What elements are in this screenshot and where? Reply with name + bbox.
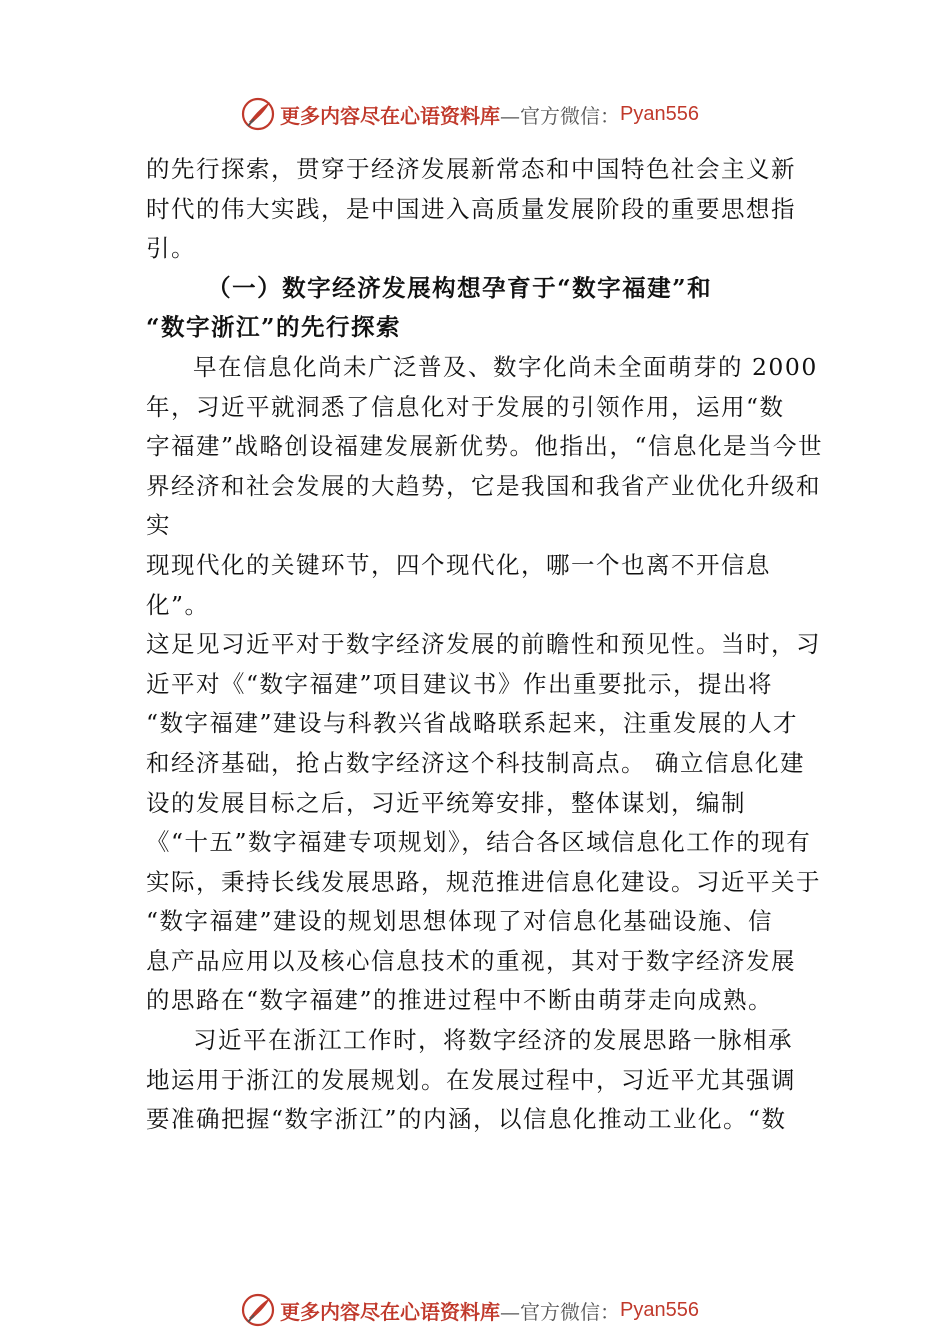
text-line: 界经济和社会发展的大趋势，它是我国和我省产业优化升级和实	[146, 471, 821, 540]
banner-wechat-id: Pyan556	[620, 102, 699, 125]
text-line: 息产品应用以及核心信息技术的重视，其对于数字经济发展	[146, 946, 796, 975]
text-line: 年，习近平就洞悉了信息化对于发展的引领作用，运用“数	[146, 392, 785, 421]
paragraph-fujian	[146, 348, 826, 1021]
text-line: 设的发展目标之后，习近平统筹安排，整体谋划，编制	[146, 788, 746, 817]
text-line: 现现代化的关键环节，四个现代化，哪一个也离不开信息化”。	[146, 550, 771, 619]
text-line: 时代的伟大实践，是中国进入高质量发展阶段的重要思想指	[146, 194, 796, 223]
quill-logo-icon	[240, 1292, 276, 1328]
document-body	[146, 150, 826, 1140]
text-line: 实际，秉持长线发展思路，规范推进信息化建设。习近平关于	[146, 867, 821, 896]
text-line: 《“十五”数字福建专项规划》，结合各区域信息化工作的现有	[146, 828, 812, 857]
text-line: 早在信息化尚未广泛普及、数字化尚未全面萌芽的 2000	[193, 352, 818, 381]
text-line: 这足见习近平对于数字经济发展的前瞻性和预见性。当时，习	[146, 630, 821, 659]
text-line: 引。	[146, 234, 196, 263]
banner-title: 更多内容尽在心语资料库	[280, 1299, 500, 1324]
banner-dash: —官方微信：	[500, 103, 620, 128]
text-line: 要准确把握“数字浙江”的内涵，以信息化推动工业化。“数	[146, 1105, 787, 1134]
banner-title: 更多内容尽在心语资料库	[280, 103, 500, 128]
text-line: 和经济基础，抢占数字经济这个科技制高点。 确立信息化建	[146, 748, 805, 777]
footer-banner	[240, 1290, 760, 1330]
text-line: 字福建”战略创设福建发展新优势。他指出，“信息化是当今世	[146, 432, 824, 461]
heading-line: “数字浙江”的先行探索	[146, 313, 402, 342]
paragraph-zhejiang	[146, 1021, 826, 1140]
text-line: “数字福建”建设的规划思想体现了对信息化基础设施、信	[146, 907, 774, 936]
heading-line: （一）数字经济发展构想孕育于“数字福建”和	[207, 273, 713, 302]
banner-wechat-id: Pyan556	[620, 1298, 699, 1321]
text-line: 的先行探索，贯穿于经济发展新常态和中国特色社会主义新	[146, 155, 796, 183]
header-banner	[240, 94, 760, 134]
text-line: 近平对《“数字福建”项目建议书》作出重要批示，提出将	[146, 669, 774, 698]
quill-logo-icon	[240, 96, 276, 132]
section-heading	[146, 269, 826, 348]
banner-dash: —官方微信：	[500, 1299, 620, 1324]
text-line: 习近平在浙江工作时，将数字经济的发展思路一脉相承	[193, 1026, 793, 1055]
text-line: 地运用于浙江的发展规划。在发展过程中，习近平尤其强调	[146, 1065, 796, 1094]
text-line: 的思路在“数字福建”的推进过程中不断由萌芽走向成熟。	[146, 986, 774, 1015]
text-line: “数字福建”建设与科教兴省战略联系起来，注重发展的人才	[146, 709, 799, 738]
paragraph-continuation	[146, 150, 826, 269]
